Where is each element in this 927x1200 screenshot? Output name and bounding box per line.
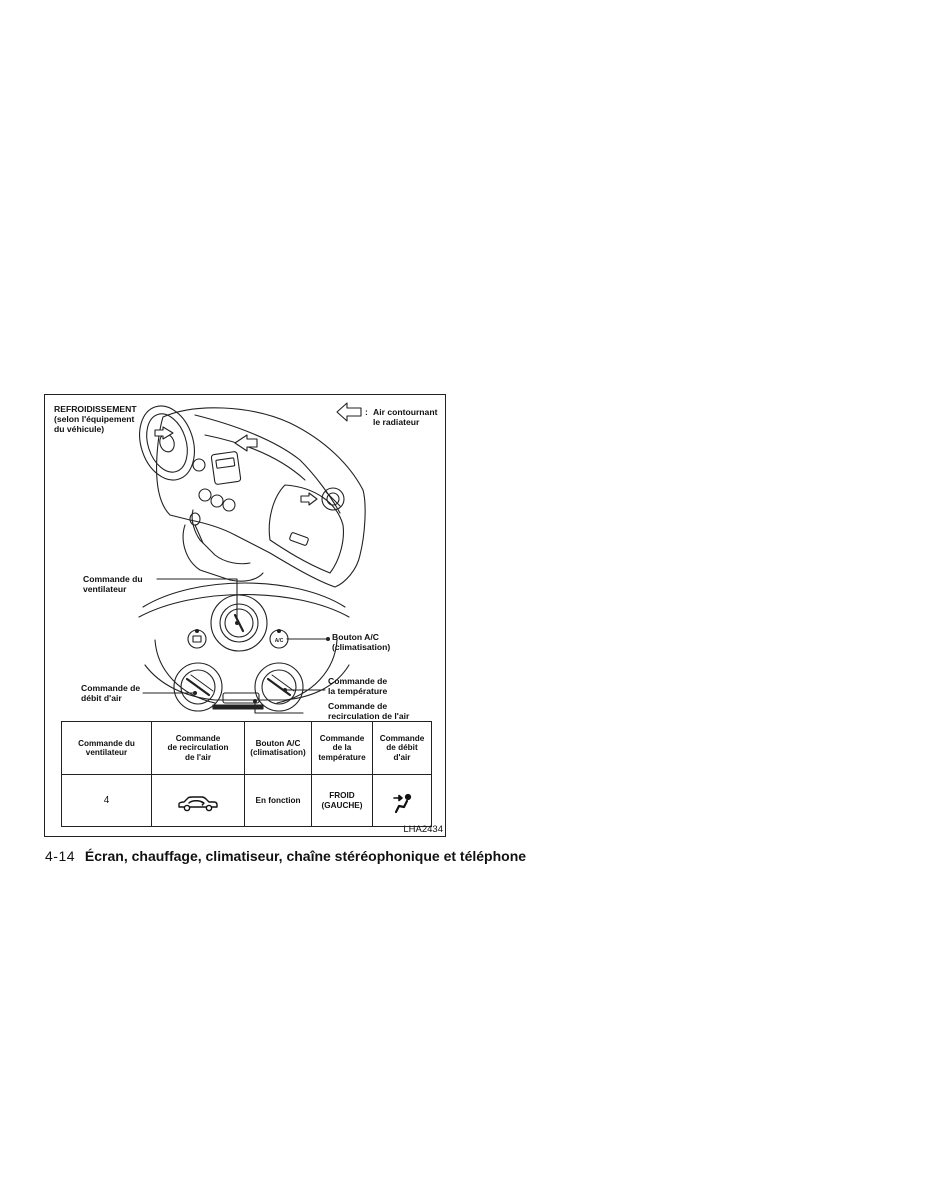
section-title: Écran, chauffage, climatiseur, chaîne stéréophonique et téléphone bbox=[84, 848, 527, 864]
value-fan: 4 bbox=[62, 775, 152, 827]
illustration-figure bbox=[44, 394, 446, 837]
table-row bbox=[62, 775, 432, 827]
airflow-control-label: Commande de débit d'air bbox=[81, 683, 141, 703]
steering-wheel bbox=[131, 399, 204, 487]
table-header-row bbox=[62, 722, 432, 775]
value-ac: En fonction bbox=[245, 775, 312, 827]
center-knob-top bbox=[193, 459, 205, 471]
value-temperature: FROID (GAUCHE) bbox=[312, 775, 373, 827]
settings-table bbox=[61, 721, 432, 827]
header-ac: Bouton A/C (climatisation) bbox=[245, 722, 312, 775]
value-recirculation bbox=[152, 775, 245, 827]
fan-leader-line bbox=[157, 579, 237, 623]
ac-button-label: Bouton A/C (climatisation) bbox=[332, 632, 391, 652]
gear-knob bbox=[190, 513, 200, 525]
page-number: 4-14 bbox=[45, 848, 76, 864]
dashboard-outline bbox=[157, 408, 366, 587]
figure-reference-code: LHA2434 bbox=[403, 824, 443, 835]
header-fan: Commande du ventilateur bbox=[62, 722, 152, 775]
page-footer bbox=[45, 848, 526, 864]
dashboard-illustration bbox=[45, 395, 445, 718]
ac-knob-label: A/C bbox=[274, 638, 284, 644]
header-temperature: Commande de la température bbox=[312, 722, 373, 775]
header-airflow: Commande de débit d'air bbox=[373, 722, 432, 775]
figure-title: REFROIDISSEMENT (selon l'équipement du véhicule) bbox=[54, 404, 137, 434]
vent-face-airflow-icon bbox=[391, 793, 413, 815]
car-recirculation-icon bbox=[176, 795, 220, 813]
header-recirculation: Commande de recirculation de l'air bbox=[152, 722, 245, 775]
legend-text: Air contournant le radiateur bbox=[373, 407, 438, 427]
recirculation-control-label: Commande de recirculation de l'air bbox=[328, 701, 410, 721]
legend-colon: : bbox=[365, 407, 368, 417]
fan-control-label: Commande du ventilateur bbox=[83, 574, 143, 594]
temperature-control-label: Commande de la température bbox=[328, 676, 388, 696]
bypass-legend-arrow-icon bbox=[337, 403, 361, 421]
value-airflow bbox=[373, 775, 432, 827]
radio-unit bbox=[211, 451, 241, 484]
